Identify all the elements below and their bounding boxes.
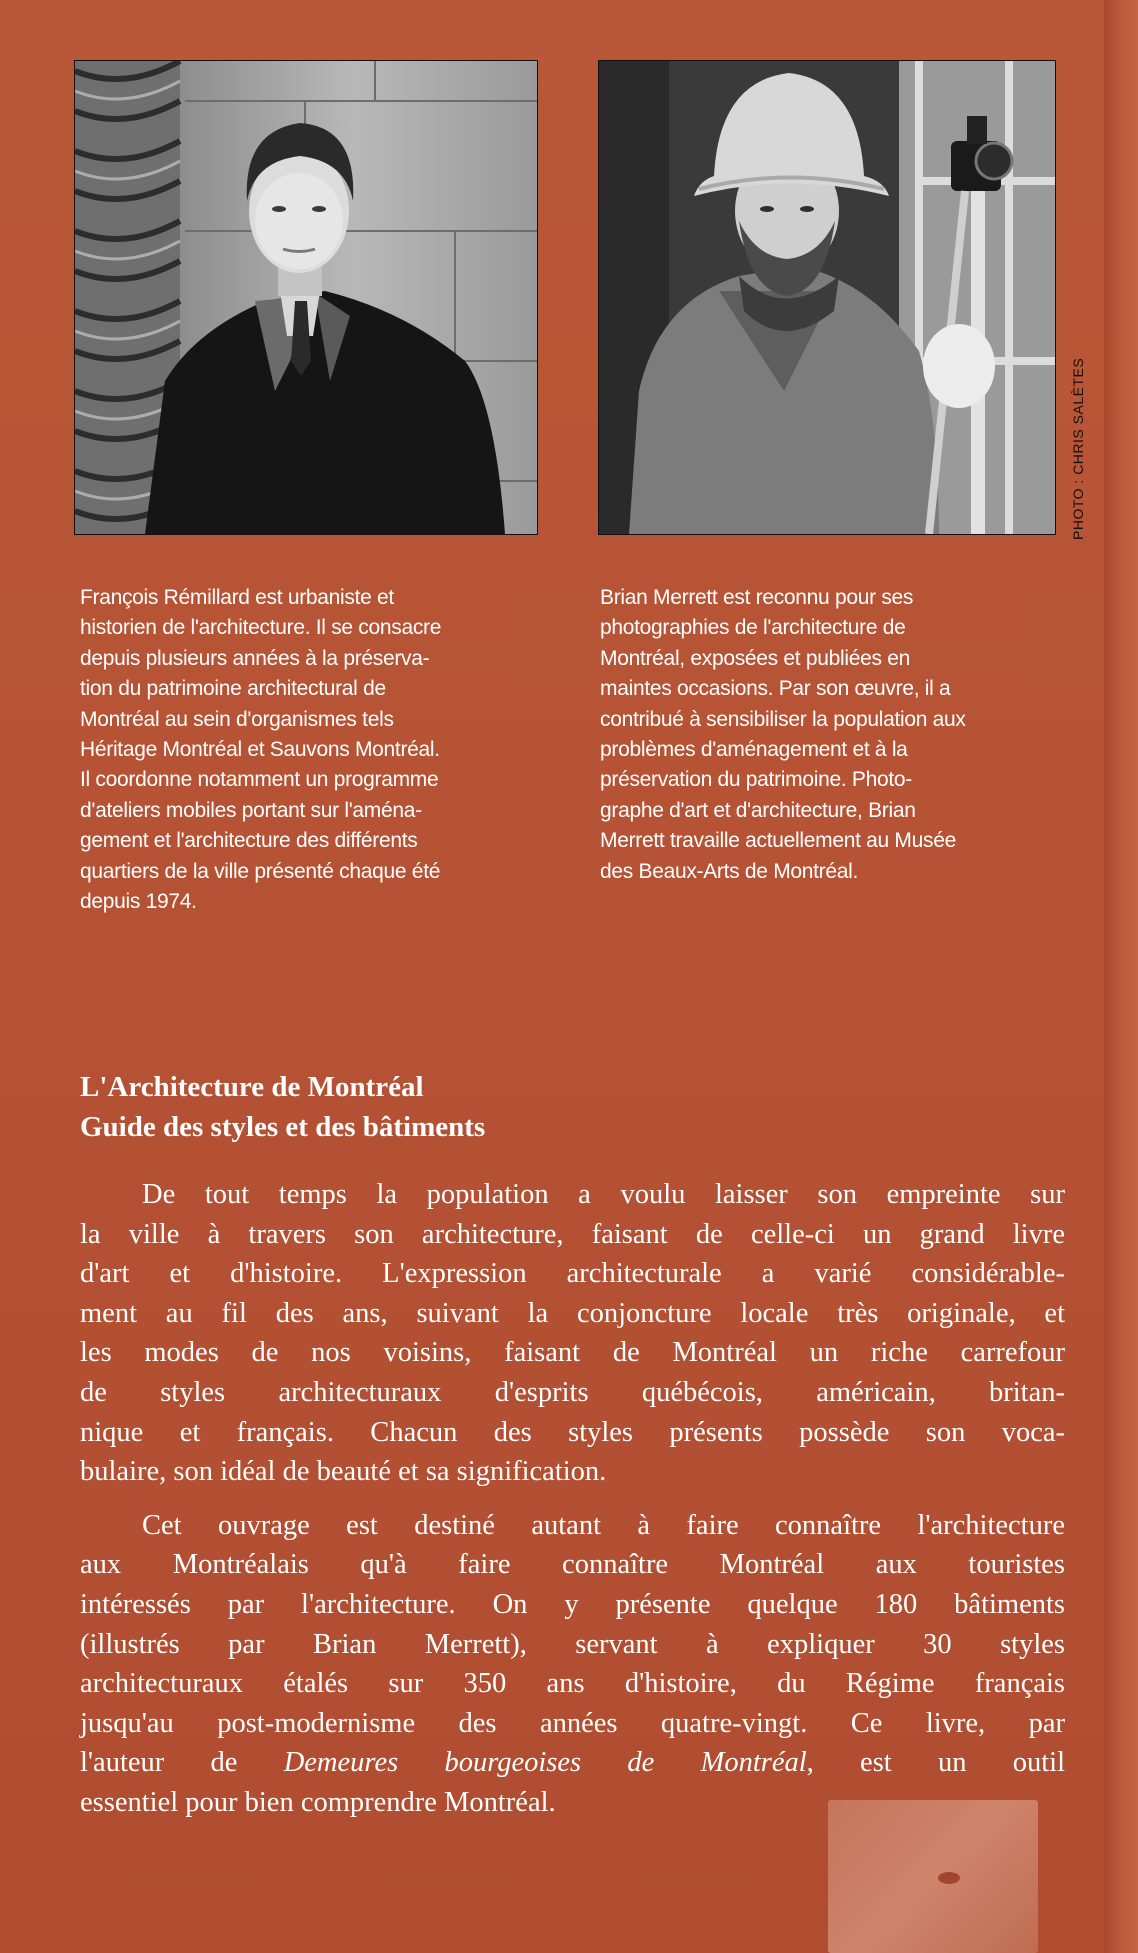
description-line: aux Montréalais qu'à faire connaître Montréal aux touristes	[80, 1549, 1065, 1581]
book-title-main: L'Architecture de Montréal	[80, 1071, 424, 1103]
description-line: bulaire, son idéal de beauté et sa signification.	[80, 1456, 607, 1488]
description-text: l'auteur de	[80, 1747, 284, 1779]
description-line: intéressés par l'architecture. On y présente quelque 180 bâtiments	[80, 1588, 1065, 1620]
bio-line: d'ateliers mobiles portant sur l'aména-	[80, 798, 422, 822]
description-line: De tout temps la population a voulu laisser son empreinte sur	[142, 1179, 1065, 1210]
description-line: nique et français. Chacun des styles présents possède son voca-	[80, 1416, 1065, 1448]
description-line: les modes de nos voisins, faisant de Montréal un riche carrefour	[80, 1337, 1065, 1369]
book-title	[80, 1067, 485, 1147]
description-line: architecturaux étalés sur 350 ans d'histoire, du Régime français	[80, 1668, 1065, 1700]
description-line: jusqu'au post-modernisme des années quatre-vingt. Ce livre, par	[80, 1707, 1065, 1739]
bio-line: maintes occasions. Par son œuvre, il a	[600, 677, 951, 701]
bio-line: historien de l'architecture. Il se consacre	[80, 616, 442, 640]
book-subtitle: Guide des styles et des bâtiments	[80, 1111, 486, 1143]
description-line: de styles architecturaux d'esprits québécois, américain, britan-	[80, 1376, 1065, 1408]
book-description	[80, 1175, 1065, 1823]
description-line: Cet ouvrage est destiné autant à faire connaître l'architecture	[142, 1509, 1065, 1541]
author-photo-remillard	[74, 60, 538, 535]
bio-line: Brian Merrett est reconnu pour ses	[600, 586, 914, 609]
bio-line: tion du patrimoine architectural de	[80, 677, 386, 701]
cover-right-edge	[1104, 0, 1138, 1953]
bio-line: gement et l'architecture des différents	[80, 829, 418, 853]
bio-line: depuis plusieurs années à la préserva-	[80, 646, 430, 670]
bio-line: Il coordonne notamment un programme	[80, 768, 439, 792]
bio-line: Héritage Montréal et Sauvons Montréal.	[80, 738, 440, 762]
description-line: la ville à travers son architecture, faisant de celle-ci un grand livre	[80, 1218, 1065, 1250]
description-line: essentiel pour bien comprendre Montréal.	[80, 1786, 556, 1818]
bio-line: graphe d'art et d'architecture, Brian	[600, 798, 916, 822]
sticker-mark	[938, 1872, 960, 1884]
bio-line: contribué à sensibiliser la population aux	[600, 707, 966, 731]
bio-line: photographies de l'architecture de	[600, 616, 906, 640]
description-line: (illustrés par Brian Merrett), servant à expliquer 30 styles	[80, 1628, 1065, 1660]
description-line: ment au fil des ans, suivant la conjoncture locale très originale, et	[80, 1297, 1065, 1329]
cited-book-title: Demeures bourgeoises de Montréal	[283, 1747, 807, 1779]
author-photo-merrett	[598, 60, 1056, 535]
bio-line: Montréal, exposées et publiées en	[600, 646, 910, 670]
description-text: , est un outil	[806, 1747, 1065, 1779]
description-line	[80, 1743, 1065, 1783]
bio-line: problèmes d'aménagement et à la	[600, 738, 908, 762]
bio-line: Montréal au sein d'organismes tels	[80, 707, 394, 731]
bio-line: François Rémillard est urbaniste et	[80, 586, 394, 609]
bio-line: depuis 1974.	[80, 890, 197, 914]
bio-line: Merrett travaille actuellement au Musée	[600, 829, 956, 853]
price-sticker-residue	[828, 1800, 1038, 1953]
author-bio-merrett	[600, 583, 1040, 887]
photo-credit: PHOTO : CHRIS SALÈTES	[1070, 357, 1086, 540]
author-bio-remillard	[80, 583, 550, 917]
bio-line: préservation du patrimoine. Photo-	[600, 768, 912, 792]
bio-line: quartiers de la ville présenté chaque été	[80, 859, 441, 883]
description-line: d'art et d'histoire. L'expression architecturale a varié considérable-	[80, 1258, 1065, 1290]
bio-line: des Beaux-Arts de Montréal.	[600, 859, 859, 883]
